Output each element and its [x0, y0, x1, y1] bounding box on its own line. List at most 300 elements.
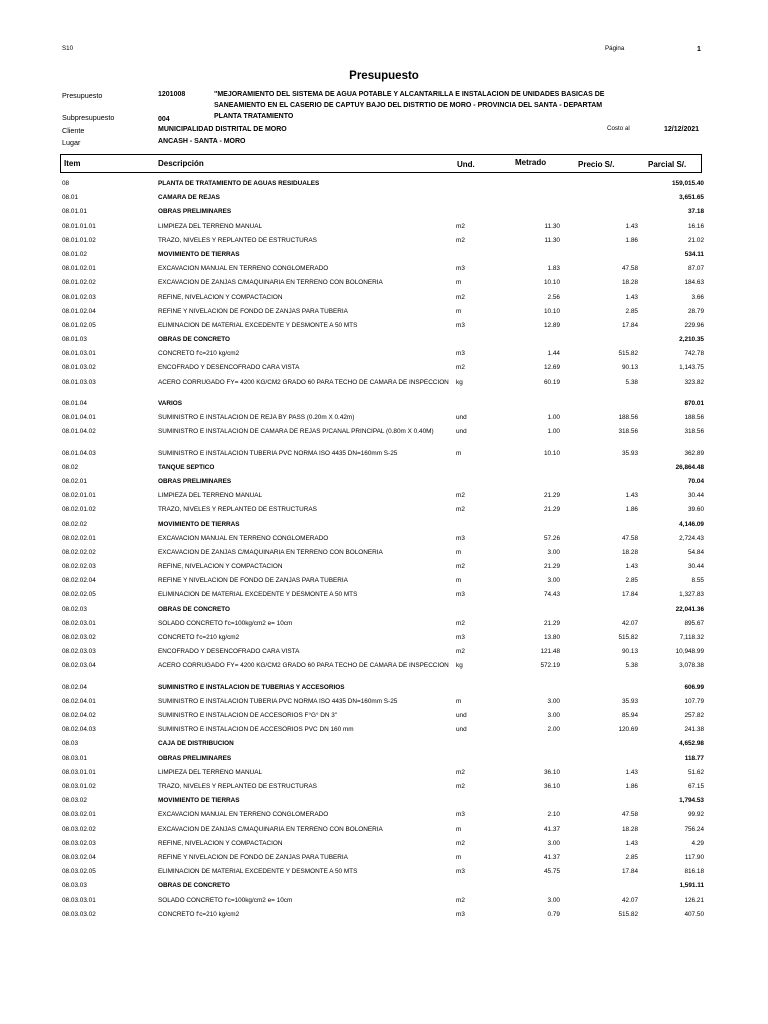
item-description: OBRAS DE CONCRETO [158, 882, 230, 890]
table-row [0, 293, 768, 307]
table-header [60, 154, 702, 173]
item-description: LIMPIEZA DEL TERRENO MANUAL [158, 222, 263, 230]
item-metrado: 0.79 [547, 910, 560, 918]
column-header-item: Item [64, 159, 81, 168]
table-row [0, 449, 768, 463]
item-partial: 21.02 [688, 236, 704, 244]
item-partial: 742.78 [684, 350, 704, 358]
item-description: SUMINISTRO E INSTALACION DE CAMARA DE REJAS P/CANAL PRINCIPAL (0.80m X 0.40M) [158, 428, 434, 436]
item-metrado: 3.00 [547, 577, 560, 585]
item-unit-price: 120.69 [618, 726, 638, 734]
item-code: 08.01.04 [62, 399, 87, 407]
table-section-row [0, 605, 768, 619]
item-metrado: 11.30 [544, 236, 560, 244]
item-metrado: 2.10 [547, 811, 560, 819]
item-metrado: 41.37 [544, 853, 560, 861]
item-partial: 895.67 [684, 619, 704, 627]
item-description: TRAZO, NIVELES Y REPLANTEO DE ESTRUCTURAS [158, 236, 317, 244]
table-row [0, 768, 768, 782]
table-row [0, 896, 768, 910]
table-section-row [0, 179, 768, 193]
item-code: 08.01.04.01 [62, 414, 96, 422]
item-code: 08.01.03.03 [62, 378, 96, 386]
item-description: MOVIMIENTO DE TIERRAS [158, 520, 240, 528]
item-code: 08.03.02.03 [62, 839, 96, 847]
item-code: 08.03.01 [62, 754, 87, 762]
client-label: Cliente [62, 126, 85, 135]
table-row [0, 910, 768, 924]
item-code: 08.03.03.02 [62, 910, 96, 918]
item-partial: 16.16 [688, 222, 704, 230]
table-row [0, 363, 768, 377]
item-unit-price: 1.43 [625, 293, 638, 301]
item-metrado: 21.29 [544, 563, 560, 571]
table-row [0, 307, 768, 321]
item-code: 08.02.03.03 [62, 648, 96, 656]
item-code: 08.03.02.02 [62, 825, 96, 833]
table-row [0, 321, 768, 335]
item-partial: 229.96 [684, 321, 704, 329]
item-unit: m2 [456, 839, 465, 847]
item-description: EXCAVACION MANUAL EN TERRENO CONGLOMERADO [158, 534, 329, 542]
item-code: 08.01.02.03 [62, 293, 96, 301]
item-unit: m2 [456, 648, 465, 656]
item-metrado: 13.80 [544, 634, 560, 642]
item-description: EXCAVACION MANUAL EN TERRENO CONGLOMERADO [158, 265, 329, 273]
item-description: CAMARA DE REJAS [158, 194, 220, 202]
item-unit-price: 17.84 [622, 591, 638, 599]
table-row [0, 413, 768, 427]
item-partial: 51.62 [688, 768, 704, 776]
item-unit: und [456, 726, 467, 734]
item-metrado: 21.29 [544, 492, 560, 500]
item-unit: m [456, 697, 462, 705]
item-metrado: 1.00 [547, 414, 560, 422]
item-code: 08.03.01.01 [62, 768, 96, 776]
item-partial: 4.29 [691, 839, 704, 847]
item-metrado: 3.00 [547, 896, 560, 904]
table-section-row [0, 399, 768, 413]
table-row [0, 278, 768, 292]
item-unit-price: 47.58 [622, 265, 638, 273]
item-description: SUMINISTRO E INSTALACION TUBERIA PVC NORMA ISO 4435 DN=160mm S-25 [158, 449, 398, 457]
item-metrado: 12.89 [544, 321, 560, 329]
item-unit-price: 515.82 [618, 350, 638, 358]
table-section-row [0, 335, 768, 349]
item-partial: 1,327.83 [679, 591, 704, 599]
place-value: ANCASH - SANTA - MORO [158, 138, 246, 145]
item-unit: m2 [456, 768, 465, 776]
item-unit-price: 1.86 [625, 783, 638, 791]
item-description: REFINE Y NIVELACION DE FONDO DE ZANJAS PARA TUBERIA [158, 307, 348, 315]
table-row [0, 725, 768, 739]
item-code: 08.02.03 [62, 605, 87, 613]
table-section-row [0, 739, 768, 753]
item-code: 08.01 [62, 194, 78, 202]
item-unit: m2 [456, 364, 465, 372]
page-number: 1 [697, 46, 701, 53]
subbudget-label: Subpresupuesto [62, 113, 115, 122]
table-section-row [0, 881, 768, 895]
subbudget-number: 004 [158, 116, 170, 123]
item-description: CONCRETO f'c=210 kg/cm2 [158, 910, 240, 918]
item-code: 08.01.03 [62, 336, 87, 344]
item-unit: m3 [456, 811, 465, 819]
item-description: EXCAVACION DE ZANJAS C/MAQUINARIA EN TERRENO CON BOLONERIA [158, 279, 383, 287]
item-description: SUMINISTRO E INSTALACION TUBERIA PVC NORMA ISO 4435 DN=160mm S-25 [158, 697, 398, 705]
item-partial: 257.82 [684, 712, 704, 720]
table-row [0, 427, 768, 448]
item-partial: 99.92 [688, 811, 704, 819]
item-description: LIMPIEZA DEL TERRENO MANUAL [158, 492, 263, 500]
item-description: ELIMINACION DE MATERIAL EXCEDENTE Y DESMONTE A 50 MTS [158, 868, 358, 876]
table-row [0, 576, 768, 590]
item-partial: 2,724.43 [679, 534, 704, 542]
cost-date-value: 12/12/2021 [664, 126, 700, 133]
item-code: 08.03.03 [62, 882, 87, 890]
item-metrado: 3.00 [547, 712, 560, 720]
item-partial: 3,651.65 [679, 194, 704, 202]
item-unit: m3 [456, 634, 465, 642]
item-unit: und [456, 712, 467, 720]
item-partial: 159,015.40 [672, 180, 704, 187]
client-value: MUNICIPALIDAD DISTRITAL DE MORO [158, 126, 287, 133]
item-code: 08.03.02.01 [62, 811, 96, 819]
table-row [0, 349, 768, 363]
item-partial: 241.38 [684, 726, 704, 734]
item-description: EXCAVACION MANUAL EN TERRENO CONGLOMERADO [158, 811, 329, 819]
item-partial: 37.18 [688, 208, 704, 216]
item-code: 08.01.02.05 [62, 321, 96, 329]
table-section-row [0, 463, 768, 477]
item-partial: 10,948.99 [675, 648, 704, 656]
item-unit-price: 1.43 [625, 563, 638, 571]
item-description: VARIOS [158, 399, 183, 407]
item-partial: 756.24 [684, 825, 704, 833]
table-row [0, 697, 768, 711]
item-partial: 323.82 [684, 378, 704, 386]
table-section-row [0, 250, 768, 264]
item-partial: 28.79 [688, 307, 704, 315]
item-code: 08.01.02 [62, 250, 87, 258]
item-metrado: 2.56 [547, 293, 560, 301]
item-unit-price: 35.93 [622, 449, 638, 457]
cost-date-label: Costo al [607, 125, 630, 132]
item-unit-price: 18.28 [622, 279, 638, 287]
item-description: TRAZO, NIVELES Y REPLANTEO DE ESTRUCTURAS [158, 506, 317, 514]
table-row [0, 661, 768, 682]
item-code: 08.02.04.02 [62, 712, 96, 720]
item-description: SUMINISTRO E INSTALACION DE ACCESORIOS F°G° DN 3" [158, 712, 338, 720]
item-description: EXCAVACION DE ZANJAS C/MAQUINARIA EN TERRENO CON BOLONERIA [158, 825, 383, 833]
item-description: MOVIMIENTO DE TIERRAS [158, 797, 240, 805]
item-code: 08.01.03.02 [62, 364, 96, 372]
item-metrado: 57.26 [544, 534, 560, 542]
table-section-row [0, 520, 768, 534]
item-unit: und [456, 428, 467, 436]
place-label: Lugar [62, 138, 81, 147]
item-metrado: 36.10 [544, 783, 560, 791]
item-code: 08.03.02 [62, 797, 87, 805]
item-code: 08.03.02.04 [62, 853, 96, 861]
item-description: ENCOFRADO Y DESENCOFRADO CARA VISTA [158, 364, 300, 372]
subbudget-description: PLANTA TRATAMIENTO [214, 113, 294, 120]
item-code: 08.02.02.02 [62, 548, 96, 556]
table-section-row [0, 683, 768, 697]
item-unit: m2 [456, 619, 465, 627]
item-partial: 4,652.98 [679, 740, 704, 748]
table-row [0, 222, 768, 236]
item-metrado: 10.10 [544, 307, 560, 315]
item-unit-price: 18.28 [622, 825, 638, 833]
item-unit-price: 1.43 [625, 768, 638, 776]
item-partial: 87.07 [688, 265, 704, 273]
item-description: SOLADO CONCRETO f'c=100kg/cm2 e= 10cm [158, 619, 293, 627]
item-partial: 70.04 [688, 477, 704, 485]
item-partial: 318.56 [684, 428, 704, 436]
item-code: 08.01.01.02 [62, 236, 96, 244]
item-metrado: 74.43 [544, 591, 560, 599]
item-unit: m2 [456, 492, 465, 500]
table-row [0, 633, 768, 647]
item-partial: 39.60 [688, 506, 704, 514]
item-unit: m [456, 825, 462, 833]
item-description: TANQUE SEPTICO [158, 463, 215, 471]
item-code: 08.01.02.02 [62, 279, 96, 287]
item-unit-price: 90.13 [622, 364, 638, 372]
item-description: OBRAS DE CONCRETO [158, 605, 230, 613]
table-section-row [0, 207, 768, 221]
item-code: 08.03.02.05 [62, 868, 96, 876]
column-header-partial: Parcial S/. [648, 160, 687, 169]
item-partial: 184.63 [684, 279, 704, 287]
item-metrado: 21.29 [544, 619, 560, 627]
table-row [0, 378, 768, 399]
item-code: 08.02.04.03 [62, 726, 96, 734]
item-description: REFINE, NIVELACION Y COMPACTACION [158, 563, 283, 571]
item-description: CONCRETO f'c=210 kg/cm2 [158, 634, 240, 642]
item-partial: 606.99 [684, 683, 704, 691]
item-unit-price: 188.56 [618, 414, 638, 422]
item-metrado: 121.48 [540, 648, 560, 656]
budget-description-line1: "MEJORAMIENTO DEL SISTEMA DE AGUA POTABLE Y ALCANTARILLA E INSTALACION DE UNIDADES BASICAS DE [214, 91, 605, 98]
item-unit: m2 [456, 783, 465, 791]
item-code: 08.03.03.01 [62, 896, 96, 904]
item-unit-price: 47.58 [622, 811, 638, 819]
table-row [0, 491, 768, 505]
item-description: REFINE, NIVELACION Y COMPACTACION [158, 839, 283, 847]
item-unit: m2 [456, 506, 465, 514]
item-unit: m3 [456, 910, 465, 918]
page-label: Página [605, 45, 625, 52]
item-code: 08.01.03.01 [62, 350, 96, 358]
item-code: 08.02.04.01 [62, 697, 96, 705]
item-metrado: 10.10 [544, 449, 560, 457]
column-header-metrado: Metrado [515, 158, 547, 167]
item-metrado: 2.00 [547, 726, 560, 734]
item-code: 08.02.03.04 [62, 662, 96, 670]
item-unit: m3 [456, 534, 465, 542]
item-partial: 3.66 [691, 293, 704, 301]
table-row [0, 264, 768, 278]
item-unit-price: 90.13 [622, 648, 638, 656]
item-code: 08.01.04.03 [62, 449, 96, 457]
item-metrado: 36.10 [544, 768, 560, 776]
item-code: 08.02.02.05 [62, 591, 96, 599]
item-code: 08.01.02.01 [62, 265, 96, 273]
item-code: 08.02.01 [62, 477, 87, 485]
item-metrado: 11.30 [544, 222, 560, 230]
item-unit: m [456, 279, 462, 287]
item-partial: 30.44 [688, 563, 704, 571]
table-section-row [0, 754, 768, 768]
item-code: 08.02.03.01 [62, 619, 96, 627]
item-description: PLANTA DE TRATAMIENTO DE AGUAS RESIDUALES [158, 180, 320, 187]
item-partial: 107.79 [684, 697, 704, 705]
item-unit-price: 2.85 [625, 307, 638, 315]
table-row [0, 534, 768, 548]
item-partial: 3,078.38 [679, 662, 704, 670]
item-description: REFINE Y NIVELACION DE FONDO DE ZANJAS PARA TUBERIA [158, 853, 348, 861]
item-unit: m2 [456, 563, 465, 571]
item-description: CONCRETO f'c=210 kg/cm2 [158, 350, 240, 358]
item-partial: 117.90 [684, 853, 704, 861]
item-unit: m3 [456, 265, 465, 273]
item-metrado: 3.00 [547, 697, 560, 705]
table-row [0, 619, 768, 633]
budget-table-body [0, 179, 768, 924]
table-row [0, 782, 768, 796]
budget-label: Presupuesto [62, 91, 103, 100]
item-unit: m [456, 853, 462, 861]
item-unit-price: 47.58 [622, 534, 638, 542]
item-description: ACERO CORRUGADO FY= 4200 KG/CM2 GRADO 60 PARA TECHO DE CAMARA DE INSPECCION [158, 662, 449, 670]
item-code: 08.03.01.02 [62, 783, 96, 791]
item-partial: 534.11 [684, 250, 704, 258]
item-description: SUMINISTRO E INSTALACION DE REJA BY PASS (0.20m X 0.42m) [158, 414, 355, 422]
table-row [0, 647, 768, 661]
table-row [0, 505, 768, 519]
table-row [0, 590, 768, 604]
item-partial: 30.44 [688, 492, 704, 500]
item-partial: 1,591.11 [679, 882, 704, 890]
item-code: 08.03 [62, 740, 78, 748]
item-unit: m3 [456, 591, 465, 599]
item-unit-price: 85.94 [622, 712, 638, 720]
item-partial: 407.50 [684, 910, 704, 918]
item-partial: 362.89 [684, 449, 704, 457]
table-row [0, 825, 768, 839]
item-partial: 118.77 [684, 754, 704, 762]
item-code: 08.02.04 [62, 683, 87, 691]
item-partial: 22,041.36 [675, 605, 704, 613]
table-row [0, 236, 768, 250]
item-description: REFINE, NIVELACION Y COMPACTACION [158, 293, 283, 301]
item-unit-price: 42.07 [622, 619, 638, 627]
item-code: 08.01.01 [62, 208, 87, 216]
column-header-unit: Und. [457, 160, 475, 169]
table-row [0, 839, 768, 853]
item-description: ENCOFRADO Y DESENCOFRADO CARA VISTA [158, 648, 300, 656]
item-metrado: 41.37 [544, 825, 560, 833]
item-code: 08.02.02 [62, 520, 87, 528]
table-row [0, 810, 768, 824]
item-unit-price: 515.82 [618, 634, 638, 642]
item-partial: 2,210.35 [679, 336, 704, 344]
item-unit-price: 5.38 [625, 662, 638, 670]
item-description: ELIMINACION DE MATERIAL EXCEDENTE Y DESMONTE A 50 MTS [158, 321, 358, 329]
item-description: SUMINISTRO E INSTALACION DE TUBERIAS Y ACCESORIOS [158, 683, 345, 691]
item-metrado: 572.19 [540, 662, 560, 670]
item-unit: kg [456, 378, 463, 386]
item-code: 08.01.04.02 [62, 428, 96, 436]
item-description: LIMPIEZA DEL TERRENO MANUAL [158, 768, 263, 776]
item-partial: 4,146.09 [679, 520, 704, 528]
item-unit: m2 [456, 222, 465, 230]
item-code: 08.02.02.04 [62, 577, 96, 585]
item-description: OBRAS PRELIMINARES [158, 754, 232, 762]
item-unit-price: 18.28 [622, 548, 638, 556]
item-description: OBRAS PRELIMINARES [158, 208, 232, 216]
item-metrado: 1.83 [547, 265, 560, 273]
table-row [0, 853, 768, 867]
item-unit-price: 35.93 [622, 697, 638, 705]
budget-number: 1201008 [158, 91, 186, 98]
item-metrado: 45.75 [544, 868, 560, 876]
item-unit-price: 1.43 [625, 492, 638, 500]
column-header-price: Precio S/. [578, 160, 615, 169]
item-partial: 870.01 [684, 399, 704, 407]
table-row [0, 562, 768, 576]
table-row [0, 867, 768, 881]
column-header-description: Descripción [158, 159, 204, 168]
item-unit: m [456, 577, 462, 585]
item-unit-price: 1.43 [625, 222, 638, 230]
table-section-row [0, 796, 768, 810]
item-description: MOVIMIENTO DE TIERRAS [158, 250, 240, 258]
item-metrado: 21.29 [544, 506, 560, 514]
item-unit: m3 [456, 868, 465, 876]
item-description: EXCAVACION DE ZANJAS C/MAQUINARIA EN TERRENO CON BOLONERIA [158, 548, 383, 556]
item-metrado: 3.00 [547, 839, 560, 847]
item-description: CAJA DE DISTRIBUCION [158, 740, 234, 748]
item-unit: m [456, 307, 462, 315]
report-code: S10 [62, 45, 74, 52]
item-description: ELIMINACION DE MATERIAL EXCEDENTE Y DESMONTE A 50 MTS [158, 591, 358, 599]
item-description: SUMINISTRO E INSTALACION DE ACCESORIOS PVC DN 160 mm [158, 726, 354, 734]
item-code: 08.02.01.02 [62, 506, 96, 514]
item-unit: m [456, 449, 462, 457]
item-unit-price: 2.85 [625, 853, 638, 861]
item-partial: 8.55 [691, 577, 704, 585]
item-unit: m3 [456, 321, 465, 329]
item-metrado: 3.00 [547, 548, 560, 556]
item-partial: 816.18 [684, 868, 704, 876]
item-description: REFINE Y NIVELACION DE FONDO DE ZANJAS PARA TUBERIA [158, 577, 348, 585]
item-metrado: 12.69 [544, 364, 560, 372]
budget-description-line2: SANEAMIENTO EN EL CASERIO DE CAPTUY BAJO DEL DISTRTIO DE MORO - PROVINCIA DEL SANTA - DEPARTAM [214, 102, 603, 109]
item-unit: m2 [456, 293, 465, 301]
item-unit: m3 [456, 350, 465, 358]
item-unit-price: 2.85 [625, 577, 638, 585]
item-description: TRAZO, NIVELES Y REPLANTEO DE ESTRUCTURAS [158, 783, 317, 791]
item-metrado: 10.10 [544, 279, 560, 287]
item-code: 08.01.01.01 [62, 222, 96, 230]
item-unit: m [456, 548, 462, 556]
item-partial: 7,118.32 [679, 634, 704, 642]
item-unit-price: 1.43 [625, 839, 638, 847]
item-code: 08.02 [62, 463, 78, 471]
